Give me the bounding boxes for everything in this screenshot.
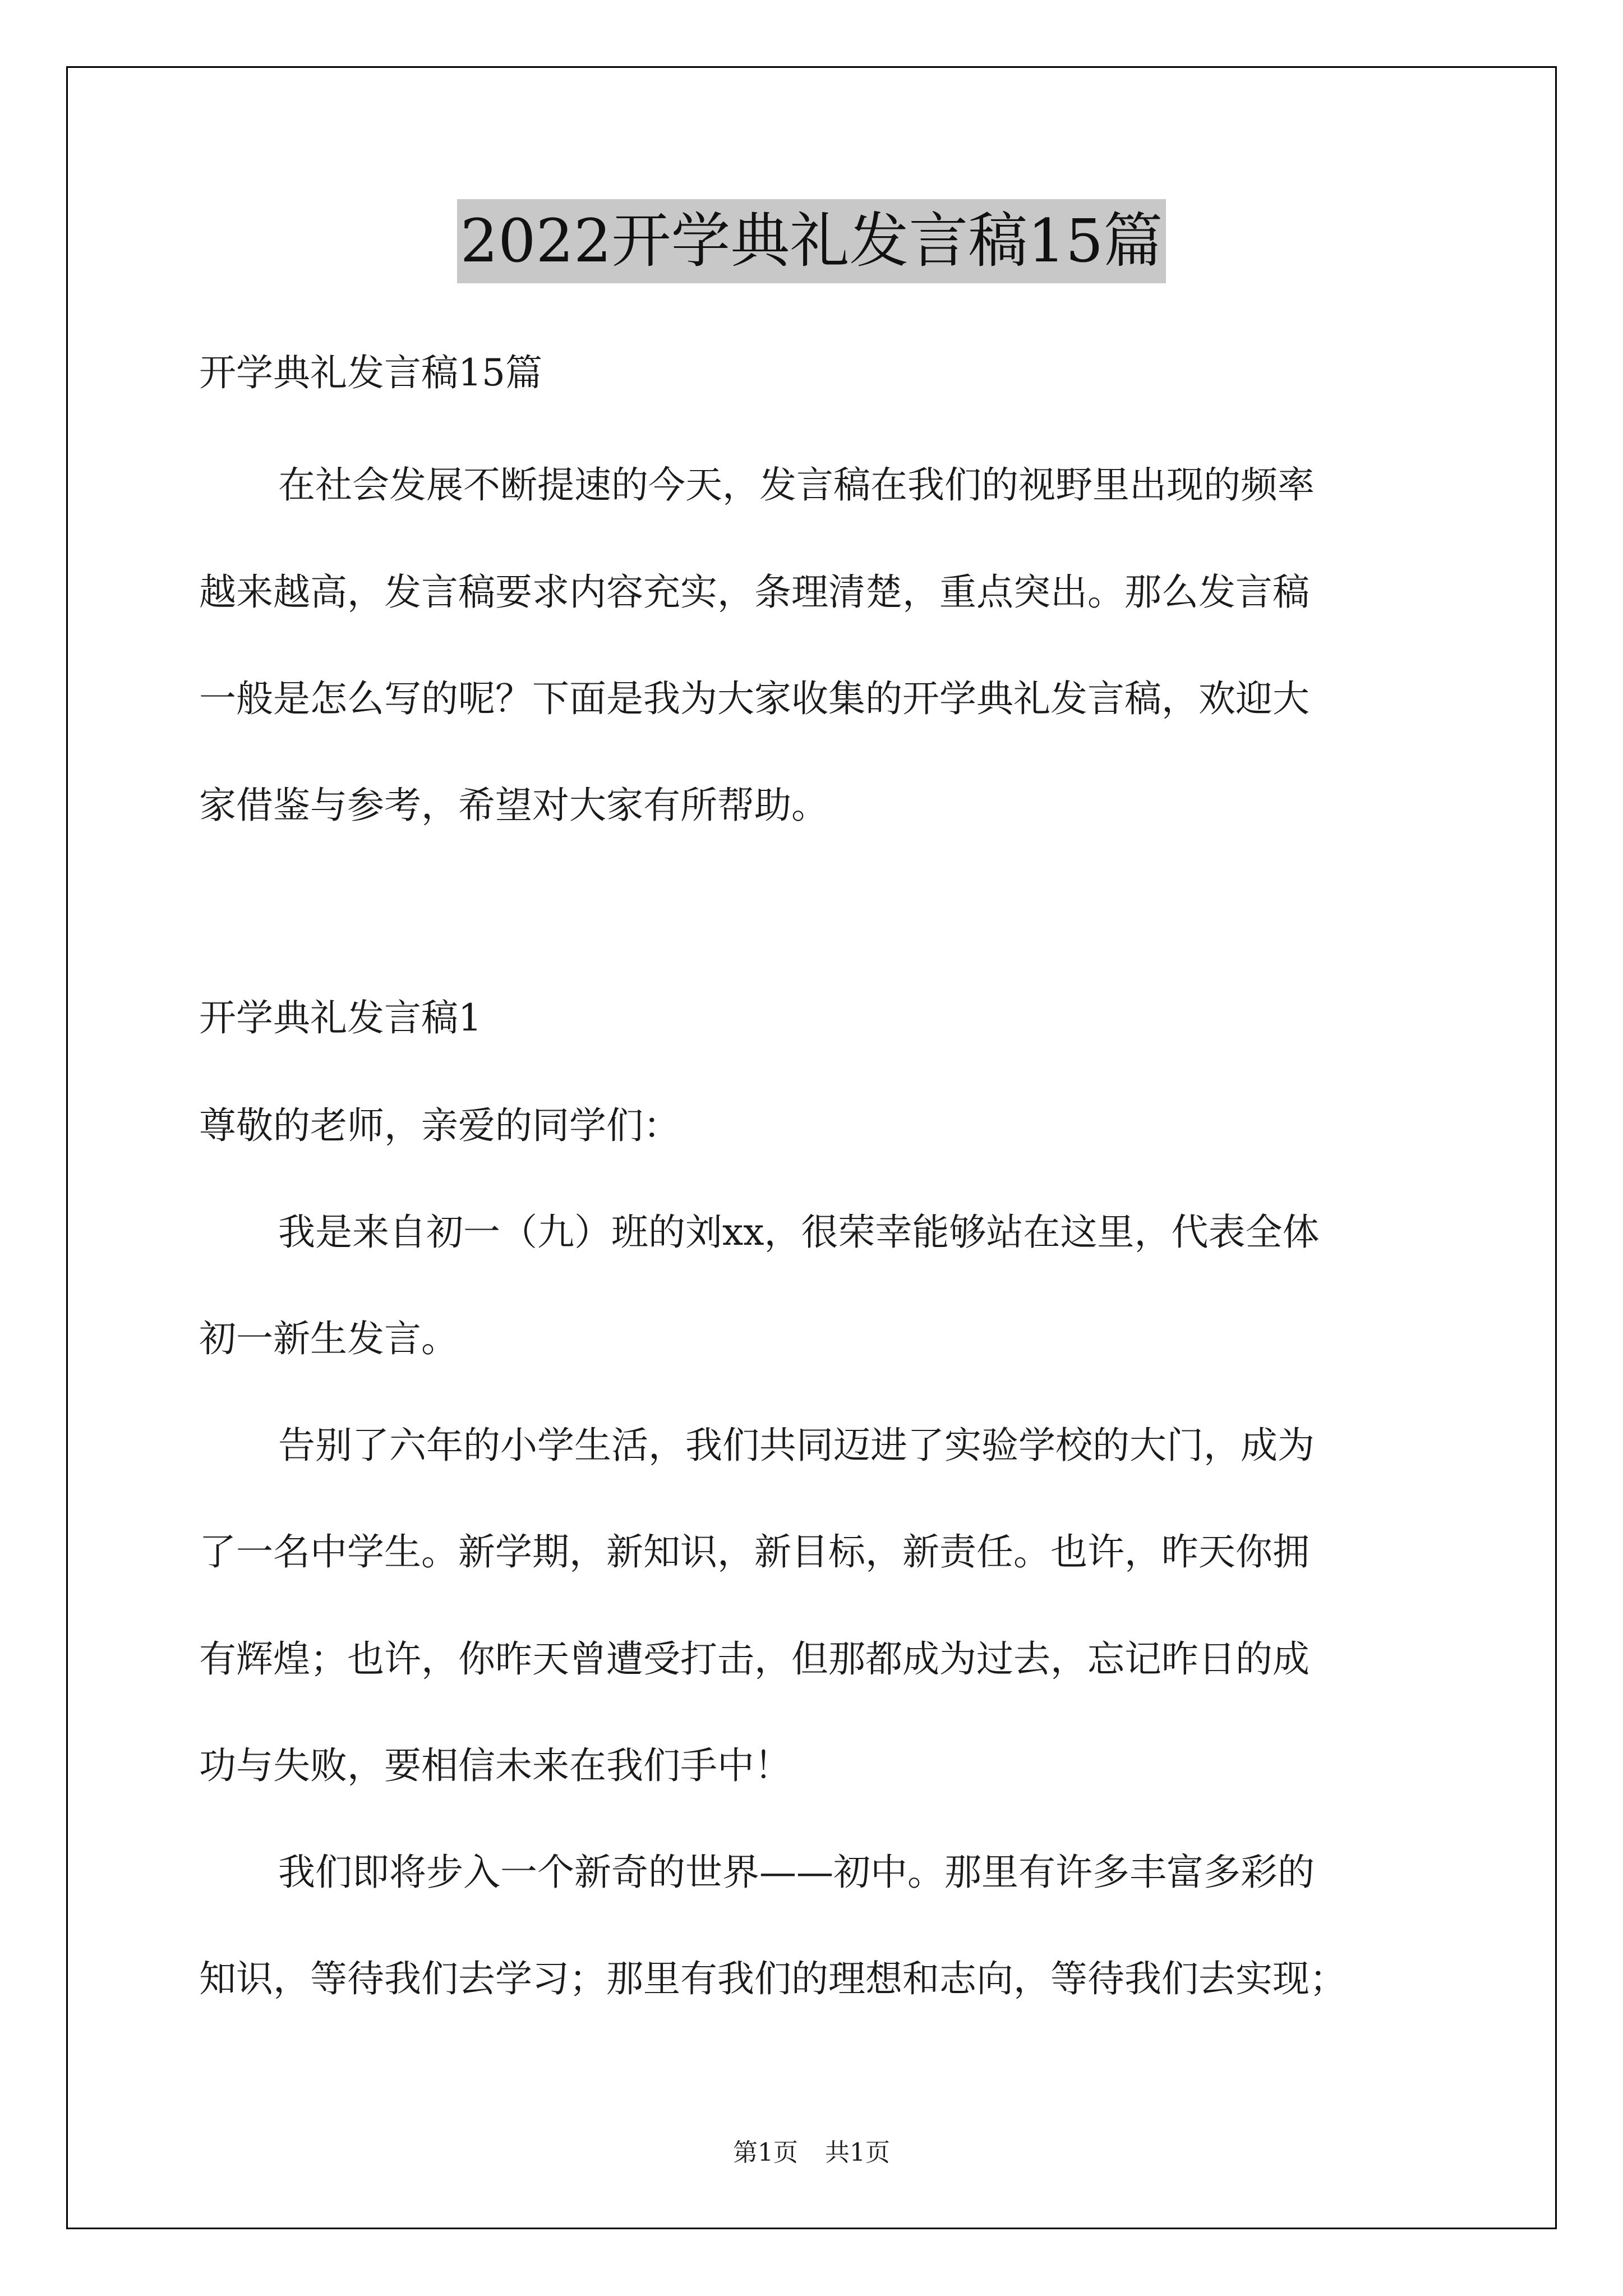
paragraph-line: 我是来自初一（九）班的刘xx，很荣幸能够站在这里，代表全体 xyxy=(278,1211,1320,1254)
paragraph-line: 一般是怎么写的呢？下面是我为大家收集的开学典礼发言稿，欢迎大 xyxy=(199,677,1310,720)
paragraph-line: 在社会发展不断提速的今天，发言稿在我们的视野里出现的频率 xyxy=(278,463,1315,507)
paragraph-line: 我们即将步入一个新奇的世界——初中。那里有许多丰富多彩的 xyxy=(278,1851,1315,1894)
document-title: 2022开学典礼发言稿15篇 xyxy=(457,199,1166,283)
page-number-current: 第1页 xyxy=(733,2138,798,2167)
paragraph-line: 了一名中学生。新学期，新知识，新目标，新责任。也许，昨天你拥 xyxy=(199,1530,1310,1573)
paragraph-line: 告别了六年的小学生活，我们共同迈进了实验学校的大门，成为 xyxy=(278,1424,1315,1467)
paragraph-line: 越来越高，发言稿要求内容充实，条理清楚，重点突出。那么发言稿 xyxy=(199,570,1310,614)
paragraph-line: 知识，等待我们去学习；那里有我们的理想和志向，等待我们去实现； xyxy=(199,1957,1347,2000)
paragraph-line: 初一新生发言。 xyxy=(199,1317,458,1360)
paragraph-line: 家借鉴与参考，希望对大家有所帮助。 xyxy=(199,784,828,827)
paragraph-line: 功与失败，要相信未来在我们手中！ xyxy=(199,1744,791,1787)
page-number-total: 共1页 xyxy=(825,2138,890,2167)
paragraph-line: 有辉煌；也许，你昨天曾遭受打击，但那都成为过去，忘记昨日的成 xyxy=(199,1637,1310,1681)
subtitle-line: 开学典礼发言稿15篇 xyxy=(199,351,542,394)
section-heading: 开学典礼发言稿1 xyxy=(199,996,482,1039)
page-footer xyxy=(0,2136,1623,2170)
salutation-line: 尊敬的老师，亲爱的同学们： xyxy=(199,1104,680,1147)
title-container xyxy=(0,199,1623,283)
